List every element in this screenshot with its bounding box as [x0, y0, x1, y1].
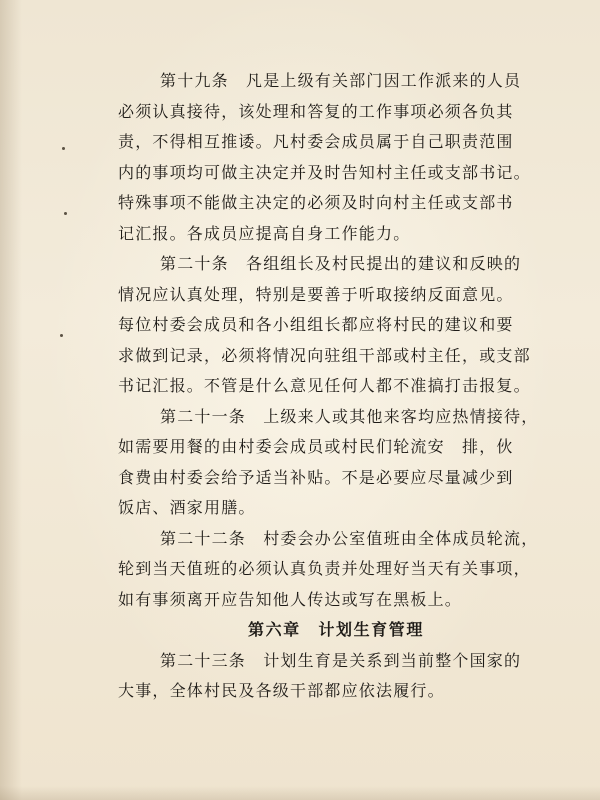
scan-edge-shadow [0, 0, 22, 800]
margin-mark [60, 334, 63, 337]
article-21-line-1: 第二十一条 上级来人或其他来客均应热情接待， [160, 406, 539, 426]
article-21-line-2: 如需要用餐的由村委会成员或村民们轮流安 排，伙 [118, 437, 514, 456]
article-20-line-5: 书记汇报。不管是什么意见任何人都不准搞打击报复。 [118, 376, 531, 395]
article-21-line-4: 饭店、酒家用膳。 [118, 498, 256, 517]
article-21-line-3: 食费由村委会给予适当补贴。不是必要应尽量减少到 [118, 467, 514, 487]
article-23-line-2: 大事，全体村民及各级干部都应依法履行。 [118, 681, 445, 700]
article-22-line-3: 如有事须离开应告知他人传达或写在黑板上。 [118, 589, 463, 609]
article-19-line-5: 特殊事项不能做主决定的必须及时向村主任或支部书 [118, 193, 514, 212]
chapter-heading: 第六章 计划生育管理 [247, 620, 424, 639]
article-20-line-2: 情况应认真处理，特别是要善于听取接纳反面意见。 [118, 284, 514, 304]
article-22-line-2: 轮到当天值班的必须认真负责并处理好当天有关事项， [118, 559, 531, 578]
article-20-line-4: 求做到记录，必须将情况向驻组干部或村主任，或支部 [118, 345, 531, 365]
article-20-line-1: 第二十条 各组组长及村民提出的建议和反映的 [160, 254, 522, 273]
article-23-line-1: 第二十三条 计划生育是关系到当前整个国家的 [160, 650, 522, 670]
article-19-line-3: 责，不得相互推诿。凡村委会成员属于自己职责范围 [118, 132, 514, 151]
document-body [118, 66, 550, 707]
margin-mark [62, 147, 65, 150]
scan-bottom-shadow [0, 786, 600, 800]
article-19-line-6: 记汇报。各成员应提高自身工作能力。 [118, 223, 411, 243]
article-22-line-1: 第二十二条 村委会办公室值班由全体成员轮流， [160, 528, 539, 548]
article-19-line-2: 必须认真接待，该处理和答复的工作事项必须各负其 [118, 101, 514, 121]
margin-mark [64, 212, 67, 215]
article-20-line-3: 每位村委会成员和各小组组长都应将村民的建议和要 [118, 315, 514, 334]
article-19-line-4: 内的事项均可做主决定并及时告知村主任或支部书记。 [118, 162, 531, 182]
article-19-line-1: 第十九条 凡是上级有关部门因工作派来的人员 [160, 71, 522, 90]
